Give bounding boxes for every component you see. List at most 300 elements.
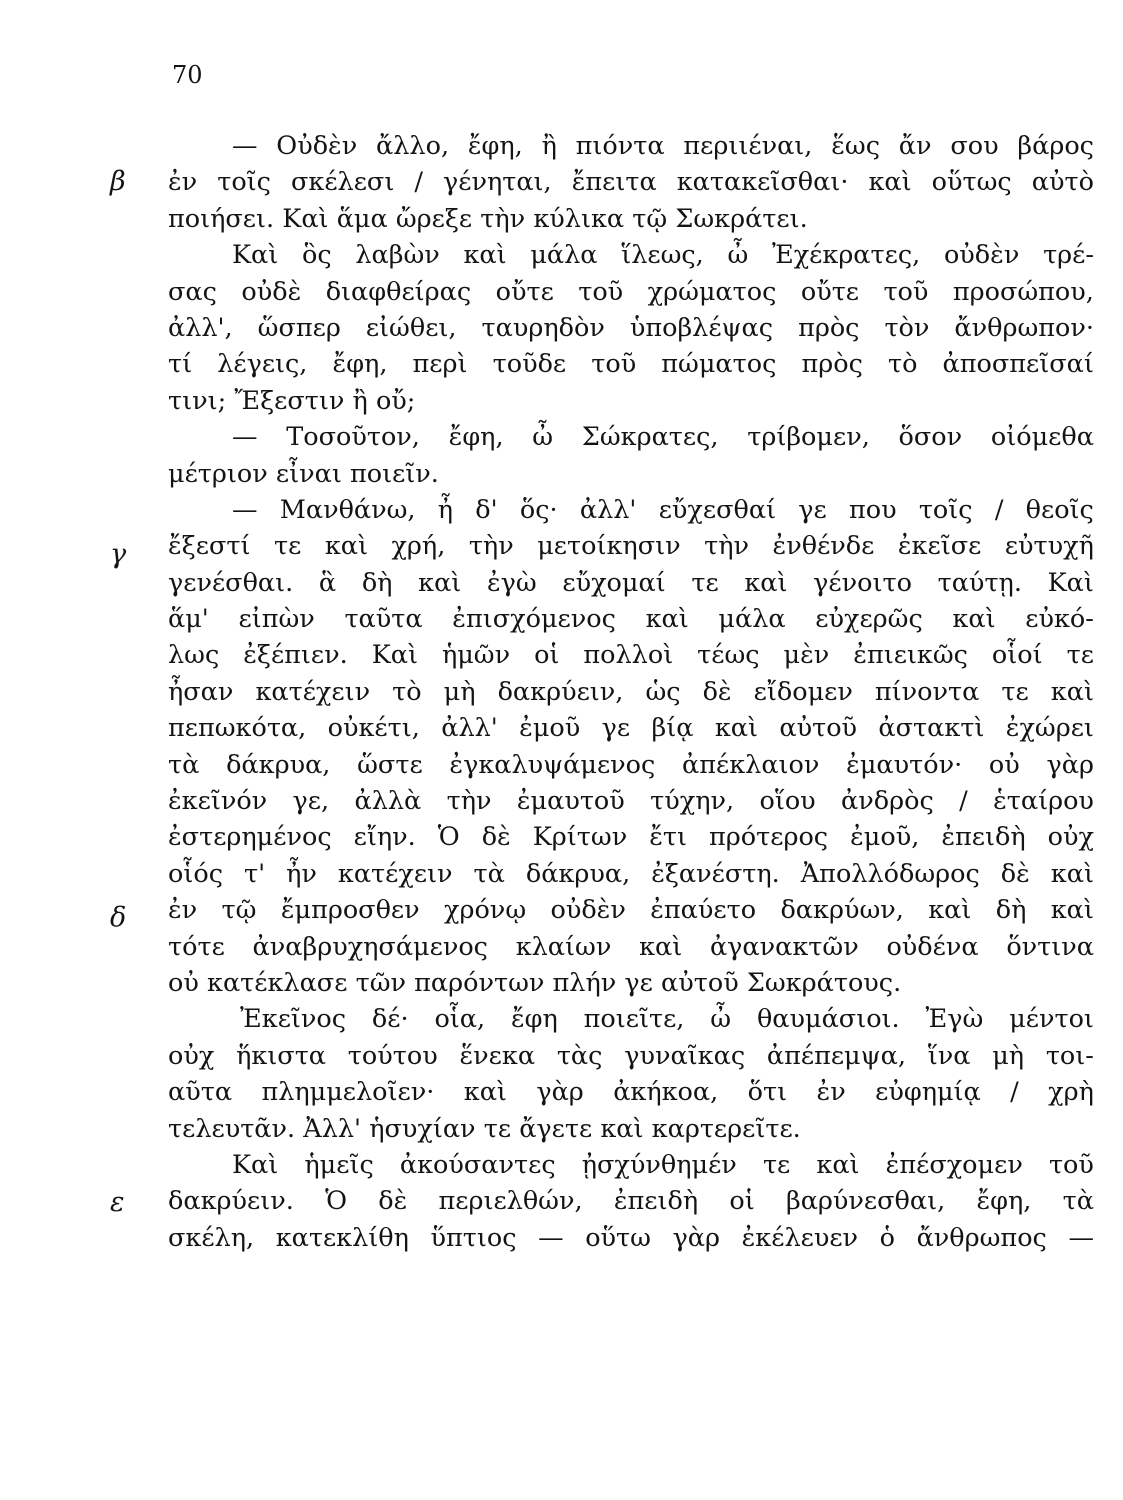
word: ἐνθένδε [772,531,875,562]
word: ἐστερημένος [168,822,332,853]
word: τινι; [168,385,227,416]
word: τὰ [168,749,200,780]
word: / [1010,1077,1019,1108]
word: τε [1001,676,1029,707]
word: ταυρηδὸν [481,312,605,343]
word: γένηται, [443,167,552,198]
word: εἰπὼν [238,604,315,635]
word: τούτου [347,1040,438,1071]
word: δακρύων, [780,895,904,926]
word: τὸ [887,349,918,380]
word: ἦ [437,494,454,525]
word: οἷοί [991,640,1043,671]
word: / [414,167,423,198]
word: καρτερεῖτε. [651,1113,801,1144]
word: — [1068,1222,1094,1253]
word: Καὶ [1047,567,1094,598]
word: ἀλλ', [168,312,233,343]
word: γε [601,713,631,744]
word: ἐξανέστη. [651,858,780,889]
word: ἔφη, [976,1186,1032,1217]
word: τοῖς [217,167,271,198]
word: γένοιτο [813,567,912,598]
word: ἢ [541,131,557,161]
word: δὴ [361,567,393,598]
word: σας [168,276,217,307]
word: πιόντα [575,131,665,161]
word: τῷ [632,203,668,234]
word: καὶ [463,1077,507,1108]
word: Τοσοῦτον, [286,422,420,453]
word: ἡμεῖς [304,1149,374,1180]
word: καὶ [1050,858,1094,889]
word: ἐπαύετο [650,895,757,926]
word: Σωκράτους. [746,967,902,998]
text-line [168,237,1094,273]
word: λέγεις, [217,349,308,380]
word: ἀγανακτῶν [709,931,859,962]
word: / [994,494,1004,525]
word: αὐτὸ [1031,167,1094,198]
word: ἔφη, [332,349,388,380]
text-line [168,456,1094,492]
word: καὶ [1050,895,1094,926]
word: ὦ [710,1004,732,1035]
word: εἴδομεν [753,676,853,707]
word: λως [168,640,220,671]
word: εὐφημίᾳ [875,1077,981,1108]
word: ὤρεξε [395,203,473,234]
text-line [168,819,1094,855]
word: μέτριον [168,458,268,489]
word: δὴ [995,895,1027,926]
word: ἵνα [927,1040,971,1071]
word: ᾐσχύνθημέν [581,1149,737,1180]
word: ταύτῃ. [937,567,1022,598]
word: Κρίτων [532,822,628,853]
word: ἐγὼ [486,567,537,598]
word: δέ· [371,1004,409,1035]
word: ἡμῶν [441,640,511,671]
word: οὐχ [1047,822,1094,853]
word: ἐγκαλυψάμενος [449,749,656,780]
text-line [168,601,1094,637]
word: ἄνθρωπος [916,1222,1047,1253]
word: οἰόμεθα [990,422,1094,453]
word: ἔτι [649,822,688,853]
word: ἄν [898,131,932,161]
word: γὰρ [536,1077,584,1108]
word: δάκρυα, [226,749,331,780]
word: οὐ [988,749,1020,780]
word: ἦσαν [168,676,234,707]
word: τὰς [556,1040,603,1071]
word: ἦν [286,858,317,889]
word: περιελθών, [438,1186,583,1217]
word: δὲ [378,1186,408,1217]
word: τοι- [1045,1040,1094,1071]
word: καὶ [744,567,788,598]
word: ἵλεως, [621,240,704,271]
word: — [538,1222,564,1253]
text-line [168,856,1094,892]
word: τοῖς [918,494,973,525]
word: γε [624,967,653,998]
word: οἷός [168,858,223,889]
word: πεπωκότα, [168,713,307,744]
word: ἀπέκλαιον [682,749,820,780]
word: ταῦτα [344,604,423,635]
word: μέντοι [1009,1004,1094,1035]
word: οἷα, [434,1004,486,1035]
word: πολλοὶ [583,640,674,671]
word: ἐπιεικῶς [853,640,968,671]
word: πίνοντα [874,676,980,707]
word: Ἐγὼ [925,1004,984,1035]
word: ἐχώρει [1005,713,1094,744]
word: ἐμαυτόν· [846,749,963,780]
word: ἡσυχίαν [369,1113,476,1144]
word: μὴ [443,676,476,707]
word: / [959,786,968,817]
text-line [168,346,1094,382]
word: Ὁ [325,1186,347,1217]
text-line [168,1111,1094,1147]
word: ὅς· [519,494,558,525]
word: ἐν [168,167,198,198]
word: ἥκιστα [236,1040,327,1071]
word: ἐμαυτοῦ [516,786,625,817]
word: ὕπτιος [430,1222,517,1253]
word: Μανθάνω, [279,494,416,525]
word: ὦ [727,240,749,271]
word: ἢ [352,385,368,416]
word: ἃ [318,567,337,598]
word: ὦ [532,422,554,453]
word: οἵου [759,786,816,817]
word: οὐ [168,967,199,998]
word: Καὶ [232,1149,279,1180]
word: κατακεῖσθαι· [676,167,849,198]
word: ὥστε [357,749,423,780]
word: ἔφη, [467,131,523,161]
text-line [168,674,1094,710]
word: Καὶ [371,640,418,671]
text-line [168,274,1094,310]
word: οἱ [534,640,560,671]
word: αὐτοῦ [779,713,858,744]
word: τὰ [1062,1186,1094,1217]
word: καὶ [639,931,683,962]
word: αῦτα [168,1077,233,1108]
word: τε [1066,640,1094,671]
text-line [168,128,1094,164]
word: τύχην, [650,786,735,817]
word: οὐδένα [886,931,979,962]
word: εἰώθει, [365,312,457,343]
word: Καὶ [282,203,329,234]
margin-marker-delta: δ [110,902,127,933]
word: ἐπισχόμενος [452,604,616,635]
page-number: 70 [172,61,203,89]
word: Ἀλλ' [303,1113,362,1144]
word: μετοίκησιν [537,531,681,562]
word: τοῦδε [492,349,567,380]
margin-marker-beta: β [110,166,126,197]
word: γὰρ [1046,749,1094,780]
word: ἄλλο, [376,131,450,161]
text-line [168,783,1094,819]
word: ὃς [301,240,332,271]
word: κατεκλίθη [275,1222,409,1253]
word: ἑταίρου [993,786,1094,817]
word: δὲ [481,822,511,853]
word: κατέχειν [337,858,453,889]
word: ὁ [879,1222,895,1253]
word: γὰρ [672,1222,721,1253]
word: εὐκό- [1025,604,1094,635]
word: μάλα [718,604,786,635]
text-line [168,1183,1094,1219]
word: πρὸς [801,349,863,380]
word: εἶναι [275,458,342,489]
text-line [168,528,1094,564]
word: καὶ [600,1113,644,1144]
text-line [168,1038,1094,1074]
word: οὐδὲ [241,276,302,307]
word: γε, [292,786,330,817]
word: εἴην. [353,822,416,853]
word: τὴν [704,531,750,562]
word: δὲ [702,676,732,707]
text-line [168,892,1094,928]
word: οἱ [729,1186,755,1217]
word: καὶ [952,604,996,635]
word: τὴν [446,786,492,817]
text-line [168,1147,1094,1183]
word: ἐπειδὴ [941,822,1026,853]
word: ἔμπροσθεν [280,895,420,926]
word: τοῦ [1048,1149,1094,1180]
word: ποιεῖν. [349,458,439,489]
word: γενέσθαι. [168,567,294,598]
word: Ἐχέκρατες, [771,240,921,271]
word: ἅμα [336,203,388,234]
word: πλημμελοῖεν· [261,1077,435,1108]
word: καὶ [714,713,758,744]
word: ἀνδρὸς [841,786,934,817]
word: τοῦ [578,276,624,307]
word: τε [691,567,719,598]
word: γε [798,494,827,525]
word: οὕτως [931,167,1012,198]
word: ἄγετε [519,1113,593,1144]
word: ἐκεῖνόν [168,786,268,817]
word: ἐν [168,895,198,926]
body-text [168,128,1094,1256]
word: ἐπειδὴ [613,1186,699,1217]
word: χρόνῳ [444,895,527,926]
word: δάκρυα, [525,858,631,889]
word: — [232,494,258,525]
word: ὥσπερ [257,312,341,343]
word: ὅσον [898,422,963,453]
word: οὔ; [375,385,416,416]
word: τὸ [392,676,422,707]
word: δὲ [1000,858,1030,889]
word: τοῦ [883,276,929,307]
word: παρόντων [414,967,545,998]
word: ποιήσει. [168,203,275,234]
word: ἅμ' [168,604,209,635]
word: ἀλλ' [441,713,498,744]
word: τε [273,531,302,562]
word: ὡς [645,676,681,707]
word: πρὸς [798,312,860,343]
word: τε [762,1149,791,1180]
word: που [848,494,897,525]
word: ἕως [831,131,880,161]
word: οὔτε [800,276,860,307]
word: αὐτοῦ [661,967,739,998]
word: καὶ [816,1149,860,1180]
word: ἀναβρυχησάμενος [252,931,488,962]
word: οὐδὲν [943,240,1020,271]
word: ἐκέλευεν [741,1222,859,1253]
word: εὔχομαί [562,567,666,598]
word: εὔχεσθαί [658,494,777,525]
word: Οὐδὲν [276,131,358,161]
word: ὅτι [747,1077,788,1108]
word: ὑποβλέψας [629,312,774,343]
word: μὴ [992,1040,1025,1071]
word: δακρύειν, [497,676,624,707]
text-line [168,164,1094,200]
word: σκέλη, [168,1222,255,1253]
word: πώματος [661,349,777,380]
word: μάλα [530,240,598,271]
margin-marker-epsilon: ε [110,1187,125,1218]
word: — [232,131,258,161]
word: κατέκλασε [207,967,348,998]
word: σου [950,131,999,161]
word: τοῦ [591,349,637,380]
margin-marker-gamma: γ [110,539,127,570]
word: προσώπου, [952,276,1094,307]
word: καὶ [645,604,689,635]
word: ποιεῖτε, [583,1004,685,1035]
text-line [168,492,1094,528]
word: καὶ [463,240,507,271]
word: γυναῖκας [624,1040,746,1071]
text-line [168,637,1094,673]
word: οὐχ [168,1040,215,1071]
word: Ἔξεστιν [234,385,345,416]
word: ἀπέπεμψα, [766,1040,906,1071]
word: ἐπέσχομεν [885,1149,1023,1180]
word: ἐμοῦ, [850,822,920,853]
word: οὔτε [495,276,554,307]
word: τὴν [468,531,514,562]
word: — [232,422,258,453]
word: ἀποσπεῖσαί [942,349,1094,380]
word: οὐδὲν [550,895,626,926]
word: πρότερος [709,822,829,853]
word: διαφθείρας [325,276,472,307]
word: Ἀπολλόδωρος [800,858,980,889]
word: περιιέναι, [683,131,813,161]
word: λαβὼν [355,240,440,271]
word: ἐν [816,1077,846,1108]
word: τρίβομεν, [747,422,870,453]
word: Ἐκεῖνος [240,1004,347,1035]
word: βάρος [1017,131,1094,161]
text-line [168,419,1094,455]
word: τελευτᾶν. [168,1113,296,1144]
word: τὴν [480,203,526,234]
word: ἀστακτὶ [878,713,985,744]
word: τῶν [355,967,406,998]
text-line [168,1220,1094,1256]
word: δακρύειν. [168,1186,294,1217]
word: τρέ- [1043,240,1094,271]
word: σκέλεσι [291,167,395,198]
word: ἐμοῦ [519,713,581,744]
word: τί [168,349,193,380]
word: ἐξέπιεν. [243,640,348,671]
word: βίᾳ [651,713,694,744]
word: καὶ [324,531,368,562]
word: κύλικα [533,203,625,234]
text-line [168,201,1094,237]
word: κλαίων [515,931,612,962]
word: χρώματος [647,276,777,307]
word: Ὁ [437,822,460,853]
word: μὲν [783,640,830,671]
word: οὕτω [585,1222,651,1253]
word: χρή, [391,531,446,562]
text-line [168,310,1094,346]
word: Καὶ [232,240,279,271]
word: καὶ [868,167,912,198]
word: χρὴ [1048,1077,1094,1108]
word: τε [483,1113,512,1144]
word: τὸν [884,312,930,343]
text-line [168,710,1094,746]
word: οὐκέτι, [327,713,420,744]
text-line [168,929,1094,965]
word: τ' [243,858,266,889]
word: ὅντινα [1006,931,1094,962]
word: τῷ [221,895,257,926]
text-line [168,565,1094,601]
text-line [168,1001,1094,1037]
word: ἕνεκα [459,1040,536,1071]
word: ἔφη [510,1004,558,1035]
word: θαυμάσιοι. [756,1004,900,1035]
word: ἔξεστί [168,531,251,562]
word: βαρύνεσθαι, [785,1186,946,1217]
word: Σωκράτει. [675,203,808,234]
word: ἀκήκοα, [613,1077,719,1108]
word: εὐχερῶς [815,604,923,635]
word: καὶ [418,567,462,598]
word: εὐτυχῆ [1004,531,1094,562]
word: πλήν [552,967,617,998]
text-line [168,965,1094,1001]
word: περὶ [412,349,468,380]
word: ἔπειτα [571,167,657,198]
